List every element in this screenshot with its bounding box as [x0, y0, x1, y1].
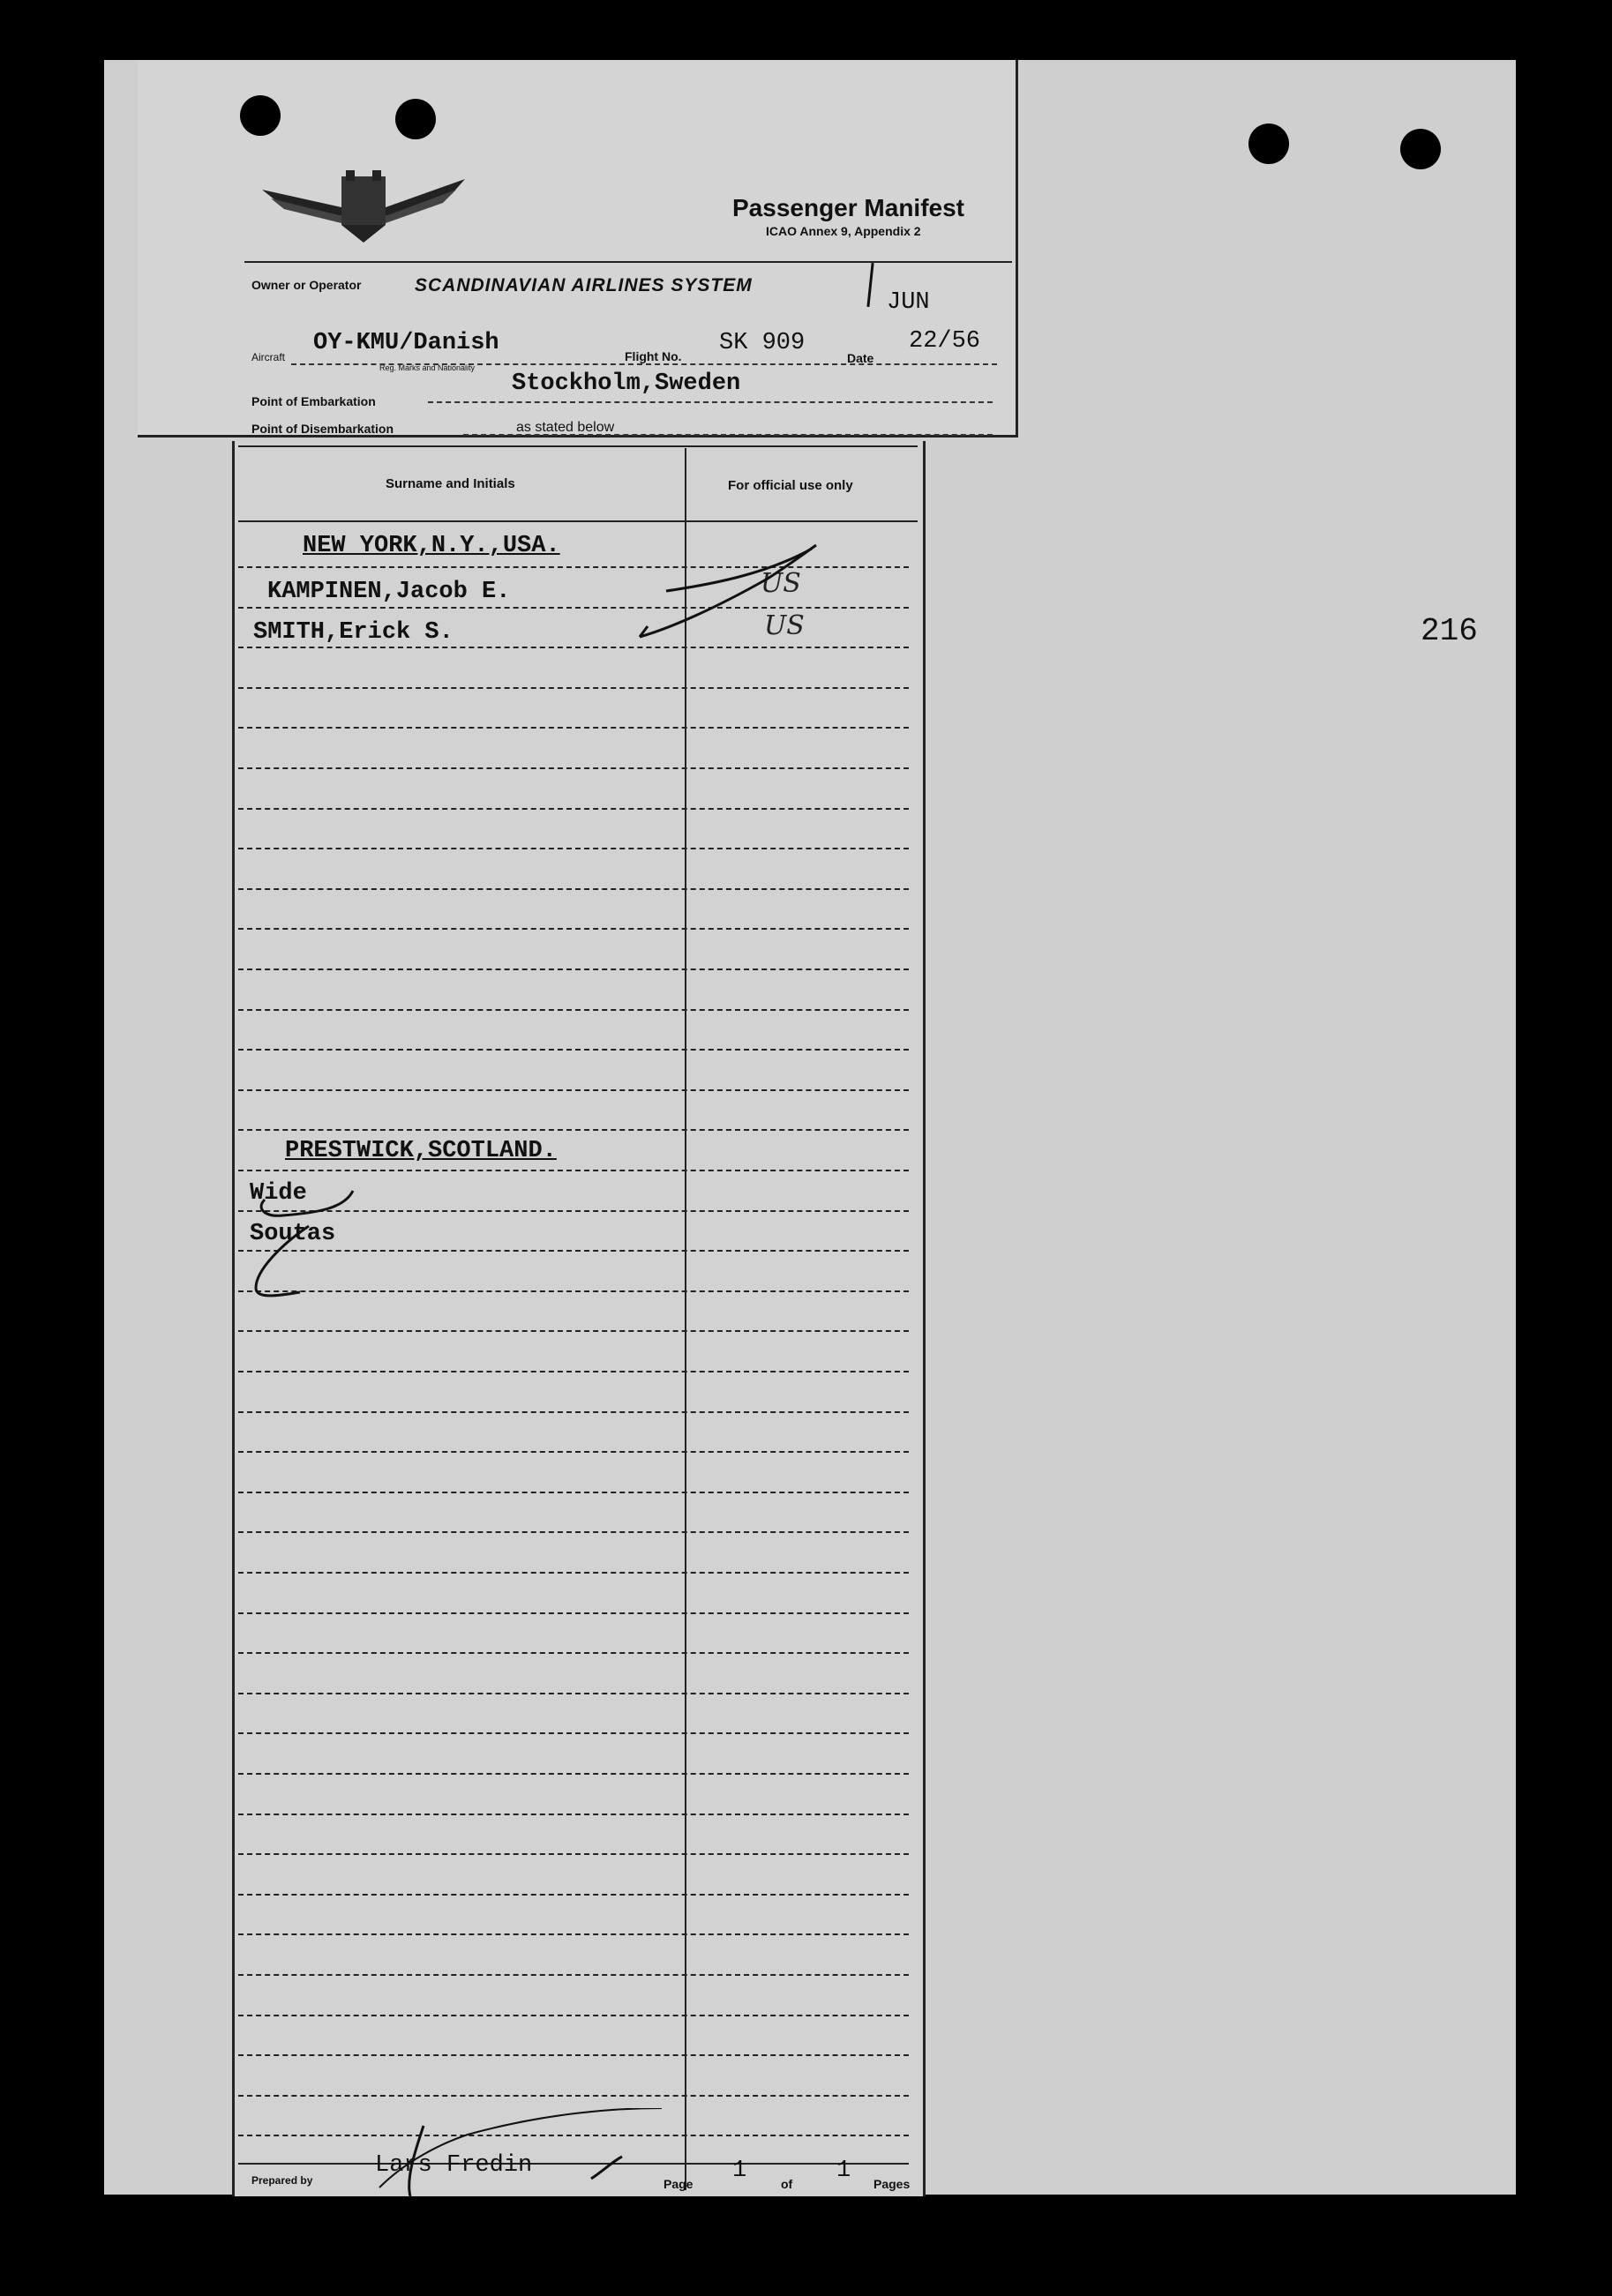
divider: [238, 520, 918, 522]
dotted-line: [428, 401, 993, 403]
table-row: [238, 1974, 909, 1976]
aircraft-value: OY-KMU/Danish: [313, 330, 499, 356]
column-divider: [685, 448, 686, 2190]
prepared-by-value: Lars Fredin: [375, 2152, 533, 2179]
page-number: 1: [732, 2158, 747, 2184]
table-row: [238, 1773, 909, 1775]
column-header-official: For official use only: [728, 478, 853, 493]
table-row: [238, 969, 909, 970]
table-row: [238, 1572, 909, 1574]
table-row: [238, 727, 909, 729]
table-row: [238, 687, 909, 689]
embark-label: Point of Embarkation: [251, 394, 376, 408]
table-row: [238, 1330, 909, 1332]
table-row: [238, 2054, 909, 2056]
table-row: [238, 1652, 909, 1654]
official-mark: US: [761, 568, 801, 599]
signature-icon: [371, 2108, 671, 2205]
check-mark-icon: [635, 529, 856, 653]
handwritten-bracket-icon: [247, 1173, 371, 1305]
table-row: [238, 1089, 909, 1091]
table-row: [238, 1693, 909, 1694]
list-item: Wide: [250, 1180, 307, 1207]
punch-hole: [395, 99, 436, 139]
table-row: [238, 808, 909, 810]
reg-note: Reg. Marks and Nationality: [379, 363, 476, 372]
embark-value: Stockholm,Sweden: [512, 370, 741, 397]
of-label: of: [781, 2177, 793, 2191]
table-row: [238, 928, 909, 930]
owner-label: Owner or Operator: [251, 278, 362, 292]
date-value: 22/56: [909, 328, 981, 355]
table-row: [238, 1732, 909, 1734]
table-row: [238, 1612, 909, 1614]
table-row: [238, 1049, 909, 1051]
table-row: [238, 767, 909, 769]
prepared-label: Prepared by: [251, 2174, 313, 2187]
flight-value: SK 909: [719, 330, 806, 356]
table-row: [238, 848, 909, 849]
table-row: [238, 1853, 909, 1855]
punch-hole: [240, 95, 281, 136]
table-row: [238, 2095, 909, 2097]
form-subtitle: ICAO Annex 9, Appendix 2: [766, 224, 921, 238]
disembark-value: as stated below: [516, 420, 615, 435]
owner-value: SCANDINAVIAN AIRLINES SYSTEM: [415, 275, 753, 295]
page-total: 1: [836, 2158, 851, 2184]
destination-heading: NEW YORK,N.Y.,USA.: [303, 533, 560, 559]
passenger-name: SMITH,Erick S.: [253, 619, 454, 646]
airline-logo-icon: [258, 154, 469, 251]
flight-label: Flight No.: [625, 349, 682, 363]
dotted-line: [463, 434, 993, 436]
table-row: [238, 1531, 909, 1533]
divider: [238, 445, 918, 447]
table-row: [238, 1451, 909, 1453]
table-row: [238, 1009, 909, 1011]
form-title: Passenger Manifest: [732, 194, 964, 221]
aircraft-label: Aircraft: [251, 351, 286, 363]
table-row: [238, 1814, 909, 1815]
punch-hole: [1248, 123, 1289, 164]
date-month: JUN: [887, 289, 930, 316]
table-row: [238, 888, 909, 890]
column-header-names: Surname and Initials: [386, 476, 515, 491]
disembark-label: Point of Disembarkation: [251, 422, 394, 436]
table-row: [238, 1933, 909, 1935]
divider: [244, 261, 1012, 263]
table-row: [238, 1129, 909, 1131]
page-label: Page: [664, 2177, 694, 2191]
table-row: [238, 1411, 909, 1413]
table-row: [238, 2015, 909, 2016]
punch-hole: [1400, 129, 1441, 169]
side-number: 216: [1421, 613, 1478, 649]
table-row: [238, 1371, 909, 1372]
pages-label: Pages: [873, 2177, 911, 2191]
table-row: [238, 1894, 909, 1896]
table-row: [238, 1492, 909, 1493]
dotted-line: [291, 363, 997, 365]
date-label: Date: [847, 351, 874, 365]
list-item: Soutas: [250, 1221, 336, 1247]
table-row: [238, 1170, 909, 1171]
official-mark: US: [764, 610, 805, 641]
destination-heading: PRESTWICK,SCOTLAND.: [285, 1138, 557, 1164]
passenger-name: KAMPINEN,Jacob E.: [267, 579, 511, 605]
